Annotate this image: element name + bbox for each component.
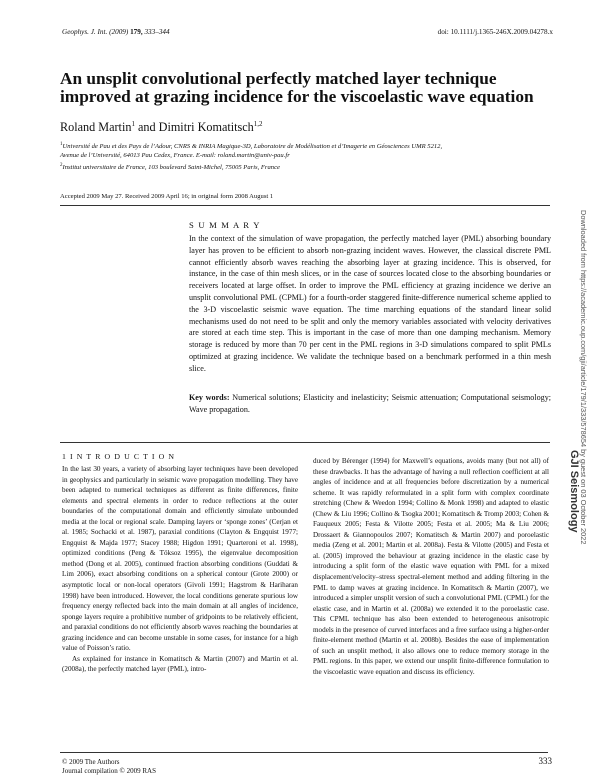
page-number: 333 bbox=[538, 756, 552, 766]
author-2: Dimitri Komatitsch bbox=[158, 120, 254, 135]
affiliation-2: Institut universitaire de France, 103 boulevard Saint-Michel, 75005 Paris, France bbox=[62, 163, 280, 171]
article-title: An unsplit convolutional perfectly matched layer technique improved at grazing incidence for the viscoelastic wave equation bbox=[60, 69, 534, 106]
summary-heading: S U M M A R Y bbox=[189, 220, 261, 230]
copyright-line-2: Journal compilation © 2009 RAS bbox=[62, 767, 156, 775]
journal-pages: 333–344 bbox=[144, 28, 170, 36]
section-logo bbox=[564, 450, 580, 533]
copyright-line-1: © 2009 The Authors bbox=[62, 758, 120, 766]
section-logo-text: GJI Seismology bbox=[568, 450, 580, 533]
paragraph: In the last 30 years, a variety of absorbing layer techniques have been developed in geophysics and particularly in seismic wave propagation modelling. They have been adapted to numerical techniques as different as finite differences, finite elements and spectral elements in order to reduce reflections at the outer boundaries of the computational domain and efficiently simulate unbounded media at the local or regional scale. Damping layers or ‘sponge zones’ (Cerjan et al. 1985; Sochacki et al. 1987), paraxial conditions (Clayton & Engquist 1977; Engquist & Majda 1977; Stacey 1988; Higdon 1991; Quarteroni et al. 1998), optimized conditions (Peng & Töksoz 1995), the eigenvalue decomposition method (Dong et al. 2005), continued fraction absorbing conditions (Guddati & Lim 2006), exact absorbing conditions on a spherical contour (Grote 2000) or asymptotic local or non-local operators (Givoli 1991; Hagstrom & Hariharan 1998) have been introduced. However, the local conditions generate spurious low frequency energy reflected back into the main domain at all angles of incidence, sponge layers require a prohibitive number of gridpoints to be relatively efficient, and paraxial conditions do not efficiently absorb waves reaching the boundaries at grazing incidence and can become unstable in some cases, for instance for a high value of Poisson’s ratio. bbox=[62, 465, 298, 653]
download-note: Downloaded from https://academic.oup.com/gji/article/179/1/333/578654 by guest on 03 October 2022 bbox=[579, 210, 588, 545]
keywords bbox=[189, 392, 551, 416]
journal-citation bbox=[62, 28, 170, 36]
affiliation-1-line-1: Université de Pau et des Pays de l’Adour, CNRS & INRIA Magique-3D, Laboratoire de Modélisation et d’Imagerie en Géosciences UMR 5212, bbox=[62, 143, 443, 151]
keywords-text: Numerical solutions; Elasticity and inelasticity; Seismic attenuation; Computational seismology; Wave propagation. bbox=[189, 393, 551, 414]
paragraph: As explained for instance in Komatitsch & Martin (2007) and Martin et al. (2008a), the perfectly matched layer (PML), intro- bbox=[62, 654, 298, 674]
divider bbox=[60, 442, 550, 443]
affiliation-1-line-2: Avenue de l’Université, 64013 Pau Cedex, France. E-mail: roland.martin@univ-pau.fr bbox=[60, 152, 290, 160]
journal-year: (2009) bbox=[109, 28, 129, 36]
affiliation-2-mark: 2 bbox=[60, 162, 63, 168]
author-1: Roland Martin bbox=[60, 120, 132, 135]
authors-and: and bbox=[134, 120, 159, 135]
journal-volume: 179, bbox=[130, 28, 143, 36]
divider bbox=[60, 752, 548, 753]
keywords-label: Key words: bbox=[189, 393, 230, 402]
divider bbox=[60, 205, 550, 206]
author-2-affil-mark: 1,2 bbox=[253, 120, 263, 128]
column-right bbox=[313, 456, 549, 677]
paragraph: duced by Bérenger (1994) for Maxwell’s equations, avoids many (but not all) of these drawbacks. It has the advantage of having a null reflection coefficient at all angles of incidence and at all frequencies before discretization by a numerical scheme. It was rapidly reformulated in a split form with complex coordinate stretching (Chew & Weedon 1994; Collino & Monk 1998) and adapted to elastic (Chew & Liu 1996; Collino & Tsogka 2001; Komatitsch & Tromp 2003; Cohen & Fauqueux 2005; Festa & Vilotte 2005; Festa et al. 2005; Ma & Liu 2006; Drossaert & Giannopoulos 2007; Komatitsch & Martin 2007) and poroelastic media (Zeng et al. 2001; Martin et al. 2008a). Festa & Vilotte (2005) and Festa et al. (2005) improved the behaviour at grazing incidence in the elastic case by introducing a split form of the elastic wave equation with PML for a mixed displacement/velocity–stress spectral-element method and adding filtering in the PML to damp waves at grazing incidence. In Komatitsch & Martin (2007), we introduced a simpler unsplit version of such a convolutional PML (CPML) for the elastic case, and in Martin et al. (2008a) we extended it to the poroelastic case. This CPML technique has also been extended to heterogeneous anisotropic models in the presence of curved interfaces and a free surface using a higher-order finite-element method (Martin et al. 2008b). Besides the ease of implementation of such an unsplit method, it also allows one to reduce memory storage in the PML regions. In this paper, we extend our unsplit finite-difference formulation to the viscoelastic wave equation and discuss its efficiency. bbox=[313, 457, 549, 676]
section-heading-introduction: 1 I N T R O D U C T I O N bbox=[62, 452, 176, 461]
affiliations bbox=[60, 140, 530, 172]
accepted-dates: Accepted 2009 May 27. Received 2009 April 16; in original form 2008 August 1 bbox=[60, 193, 274, 200]
author-1-affil-mark: 1 bbox=[131, 120, 135, 128]
journal-name: Geophys. J. Int. bbox=[62, 28, 108, 36]
authors bbox=[60, 120, 263, 135]
column-left bbox=[62, 464, 298, 675]
copyright bbox=[62, 758, 156, 776]
doi[interactable]: doi: 10.1111/j.1365-246X.2009.04278.x bbox=[437, 28, 553, 36]
summary-text: In the context of the simulation of wave propagation, the perfectly matched layer (PML) absorbing boundary layer has proven to be efficient to absorb non-grazing incident waves. However, the classical discrete PML cannot efficiently absorb waves reaching the absorbing layer at grazing incidence. This is observed, for instance, in the case of thin mesh slices, or in the case of sources located close to the absorbing boundaries or receivers located at large offset. In order to improve the PML efficiency at grazing incidence we derive an unsplit convolutional PML (CPML) for a fourth-order staggered finite-difference numerical scheme applied to the 3-D viscoelastic seismic wave equation. The time marching equations of the standard linear solid mechanisms used do not need to be split and only the memory variables associated with velocity derivatives are stored at each time step. This is important in the case of more than one damping mechanism. Memory storage is reduced by more than 70 per cent in the PML regions in 3-D simulations compared to split PMLs optimized at grazing incidence. We validate the technique based on a benchmark performed in a thin mesh slice. bbox=[189, 234, 551, 373]
affiliation-1-mark: 1 bbox=[60, 142, 63, 147]
